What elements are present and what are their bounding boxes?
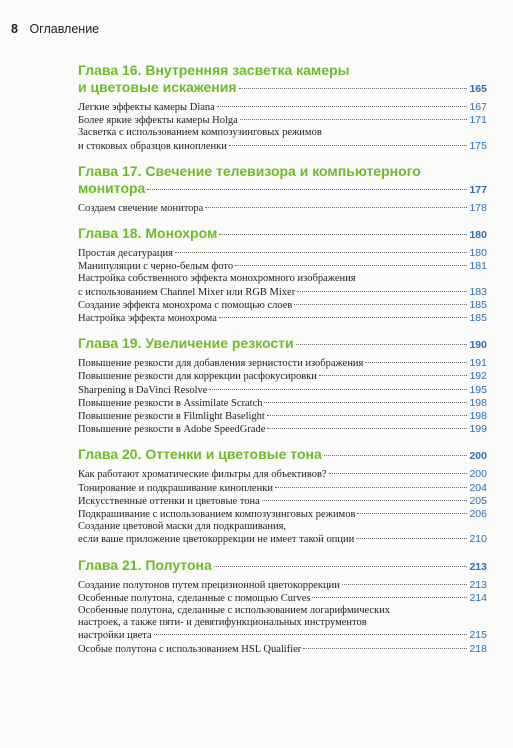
entry-page-number: 218 xyxy=(469,642,487,655)
dot-leader xyxy=(240,119,468,120)
entry-text: Создание полутонов путем прецизионной цветокоррекции xyxy=(78,579,340,591)
dot-leader xyxy=(365,362,467,363)
entry-line xyxy=(78,101,487,114)
chapter-title-text: и цветовые искажения xyxy=(78,79,237,95)
toc-entry[interactable] xyxy=(78,495,487,508)
dot-leader xyxy=(217,106,468,107)
entry-list xyxy=(78,202,487,215)
entry-page-number: 199 xyxy=(469,423,487,436)
entry-page-number: 200 xyxy=(469,468,487,481)
chapter-block xyxy=(78,62,487,153)
entry-page-number: 204 xyxy=(469,481,487,494)
dot-leader xyxy=(154,634,468,635)
entry-text: Более яркие эффекты камеры Holga xyxy=(78,115,238,127)
chapter-page-number: 200 xyxy=(469,450,487,463)
toc-entry[interactable] xyxy=(78,468,487,481)
entry-text: Создание эффекта монохрома с помощью слоев xyxy=(78,299,293,311)
entry-page-number: 171 xyxy=(469,114,487,127)
entry-line xyxy=(78,482,487,495)
entry-line xyxy=(78,592,487,605)
entry-text-line: Настройка собственного эффекта монохромного изображения xyxy=(78,273,356,285)
dot-leader xyxy=(175,252,468,253)
table-of-contents xyxy=(78,62,487,666)
dot-leader xyxy=(342,584,468,585)
page-header xyxy=(11,22,99,36)
chapter-page-number: 180 xyxy=(469,229,487,242)
dot-leader xyxy=(205,207,467,208)
dot-leader xyxy=(239,88,468,89)
entry-text: Создаем свечение монитора xyxy=(78,202,204,214)
dot-leader xyxy=(264,402,467,403)
entry-line xyxy=(78,286,487,299)
chapter-title-line xyxy=(78,79,487,98)
entry-text: Повышение резкости в Assimilate Scratch xyxy=(78,397,263,409)
entry-page-number: 175 xyxy=(469,139,487,152)
entry-text-line: настроек, а также пяти- и девятифункциональных инструментов xyxy=(78,617,367,629)
toc-entry[interactable] xyxy=(78,114,487,127)
entry-text: Повышение резкости в Filmlight Baselight xyxy=(78,411,265,423)
toc-entry[interactable] xyxy=(78,397,487,410)
entry-page-number: 192 xyxy=(469,370,487,383)
dot-leader xyxy=(329,473,468,474)
entry-line xyxy=(78,423,487,436)
dot-leader xyxy=(229,145,468,146)
entry-text: Повышение резкости для коррекции расфокусировки xyxy=(78,371,317,383)
toc-entry[interactable] xyxy=(78,592,487,605)
chapter-title-text: Глава 20. Оттенки и цветовые тона xyxy=(78,446,322,463)
dot-leader xyxy=(147,189,467,190)
entry-line xyxy=(78,495,487,508)
entry-page-number: 178 xyxy=(469,201,487,214)
entry-text-line: Засветка с использованием композузинговых режимов xyxy=(78,127,322,139)
entry-text: Повышение резкости для добавления зернистости изображения xyxy=(78,358,364,370)
dot-leader xyxy=(275,487,468,488)
toc-entry[interactable] xyxy=(78,423,487,436)
chapter-title-text: Глава 19. Увеличение резкости xyxy=(78,335,294,352)
dot-leader xyxy=(296,344,468,345)
entry-text: Тонирование и подкрашивание кинопленки xyxy=(78,482,273,494)
toc-entry[interactable] xyxy=(78,384,487,397)
entry-line xyxy=(78,384,487,397)
entry-page-number: 185 xyxy=(469,298,487,311)
entry-text: Особые полутона с использованием HSL Qualifier xyxy=(78,643,302,655)
entry-line xyxy=(78,468,487,481)
entry-text: и стоковых образцов кинопленки xyxy=(78,140,227,152)
entry-text: Подкрашивание с использованием композузинговых режимов xyxy=(78,509,356,521)
entry-page-number: 214 xyxy=(469,591,487,604)
toc-entry[interactable] xyxy=(78,605,487,643)
toc-entry[interactable] xyxy=(78,521,487,546)
toc-entry[interactable] xyxy=(78,312,487,325)
chapter-page-number: 177 xyxy=(469,183,487,196)
dot-leader xyxy=(319,375,468,376)
dot-leader xyxy=(312,597,467,598)
toc-entry[interactable] xyxy=(78,370,487,383)
toc-entry[interactable] xyxy=(78,202,487,215)
chapter-page-number: 190 xyxy=(469,339,487,352)
toc-entry[interactable] xyxy=(78,127,487,152)
chapter-title-text: Глава 21. Полутона xyxy=(78,556,212,573)
chapter-title[interactable] xyxy=(78,335,487,354)
entry-line xyxy=(78,579,487,592)
toc-entry[interactable] xyxy=(78,643,487,656)
toc-entry[interactable] xyxy=(78,579,487,592)
entry-page-number: 195 xyxy=(469,383,487,396)
entry-page-number: 191 xyxy=(469,357,487,370)
entry-page-number: 210 xyxy=(469,533,487,546)
entry-line xyxy=(78,140,487,153)
toc-entry[interactable] xyxy=(78,357,487,370)
dot-leader xyxy=(303,648,467,649)
dot-leader xyxy=(267,428,467,429)
entry-list xyxy=(78,357,487,436)
chapter-title-line xyxy=(78,180,487,199)
chapter-title-line xyxy=(78,446,487,465)
entry-text: настройки цвета xyxy=(78,630,152,642)
entry-line xyxy=(78,533,487,546)
entry-page-number: 198 xyxy=(469,410,487,423)
entry-text: Легкие эффекты камеры Diana xyxy=(78,102,215,113)
chapter-title-line: Глава 17. Свечение телевизора и компьютерного xyxy=(78,162,421,179)
dot-leader xyxy=(219,317,468,318)
toc-entry[interactable] xyxy=(78,101,487,114)
entry-text: Особенные полутона, сделанные с помощью Curves xyxy=(78,592,311,604)
entry-list xyxy=(78,247,487,325)
entry-page-number: 167 xyxy=(469,101,487,113)
chapter-title-line xyxy=(78,335,487,354)
entry-line xyxy=(78,202,487,215)
entry-text-line: Особенные полутона, сделанные с использованием логарифмических xyxy=(78,605,391,617)
entry-line xyxy=(78,299,487,312)
chapter-title-line xyxy=(78,225,487,244)
dot-leader xyxy=(219,234,467,235)
entry-page-number: 180 xyxy=(469,247,487,260)
toc-entry[interactable] xyxy=(78,247,487,260)
chapter-title-text: монитора xyxy=(78,179,146,196)
entry-page-number: 213 xyxy=(469,578,487,591)
page-number: 8 xyxy=(11,22,18,36)
chapter-title[interactable] xyxy=(78,225,487,244)
dot-leader xyxy=(294,304,467,305)
entry-page-number: 215 xyxy=(469,629,487,642)
chapter-title-line: Глава 16. Внутренняя засветка камеры xyxy=(78,62,350,78)
entry-line xyxy=(78,114,487,127)
toc-entry[interactable] xyxy=(78,260,487,273)
chapter-block xyxy=(78,163,487,215)
entry-text: Как работают хроматические фильтры для объективов? xyxy=(78,469,327,481)
entry-line xyxy=(78,629,487,642)
entry-text-line: Создание цветовой маски для подкрашивания, xyxy=(78,521,287,533)
entry-text: Повышение резкости в Adobe SpeedGrade xyxy=(78,424,266,436)
entry-list xyxy=(78,101,487,153)
toc-entry[interactable] xyxy=(78,482,487,495)
chapter-title[interactable] xyxy=(78,62,487,98)
entry-text: Настройка эффекта монохрома xyxy=(78,313,217,325)
running-title: Оглавление xyxy=(29,22,100,36)
chapter-title-text: Глава 18. Монохром xyxy=(78,225,218,242)
chapter-block xyxy=(78,335,487,436)
dot-leader xyxy=(356,538,467,539)
entry-page-number: 185 xyxy=(469,312,487,325)
entry-page-number: 205 xyxy=(469,494,487,507)
entry-line xyxy=(78,410,487,423)
dot-leader xyxy=(267,415,468,416)
entry-text: Простая десатурация xyxy=(78,248,173,260)
entry-page-number: 183 xyxy=(469,285,487,298)
dot-leader xyxy=(262,500,468,501)
chapter-page-number: 165 xyxy=(469,83,487,95)
entry-list xyxy=(78,468,487,546)
entry-line xyxy=(78,312,487,325)
chapter-title[interactable] xyxy=(78,446,487,465)
dot-leader xyxy=(214,566,468,567)
chapter-title[interactable] xyxy=(78,557,487,576)
entry-line xyxy=(78,508,487,521)
chapter-page-number: 213 xyxy=(469,560,487,573)
entry-line xyxy=(78,247,487,260)
toc-entry[interactable] xyxy=(78,508,487,521)
entry-line xyxy=(78,643,487,656)
chapter-block xyxy=(78,446,487,546)
entry-page-number: 198 xyxy=(469,396,487,409)
chapter-title[interactable] xyxy=(78,163,487,199)
toc-entry[interactable] xyxy=(78,273,487,298)
entry-line xyxy=(78,357,487,370)
entry-list xyxy=(78,579,487,656)
chapter-block xyxy=(78,557,487,656)
chapter-block xyxy=(78,225,487,325)
entry-text: если ваше приложение цветокоррекции не имеет такой опции xyxy=(78,534,355,546)
dot-leader xyxy=(357,513,467,514)
entry-page-number: 206 xyxy=(469,508,487,521)
dot-leader xyxy=(297,291,467,292)
entry-line xyxy=(78,397,487,410)
entry-text: Манипуляции с черно-белым фото xyxy=(78,261,234,273)
entry-text: Искусственные оттенки и цветовые тона xyxy=(78,495,260,507)
entry-text: Sharpening в DaVinci Resolve xyxy=(78,384,208,396)
dot-leader xyxy=(235,265,467,266)
toc-entry[interactable] xyxy=(78,299,487,312)
chapter-title-line xyxy=(78,557,487,576)
entry-text: с использованием Channel Mixer или RGB Mixer xyxy=(78,286,296,298)
dot-leader xyxy=(324,455,468,456)
entry-line xyxy=(78,260,487,273)
entry-page-number: 181 xyxy=(469,260,487,273)
entry-line xyxy=(78,370,487,383)
dot-leader xyxy=(209,389,467,390)
toc-entry[interactable] xyxy=(78,410,487,423)
